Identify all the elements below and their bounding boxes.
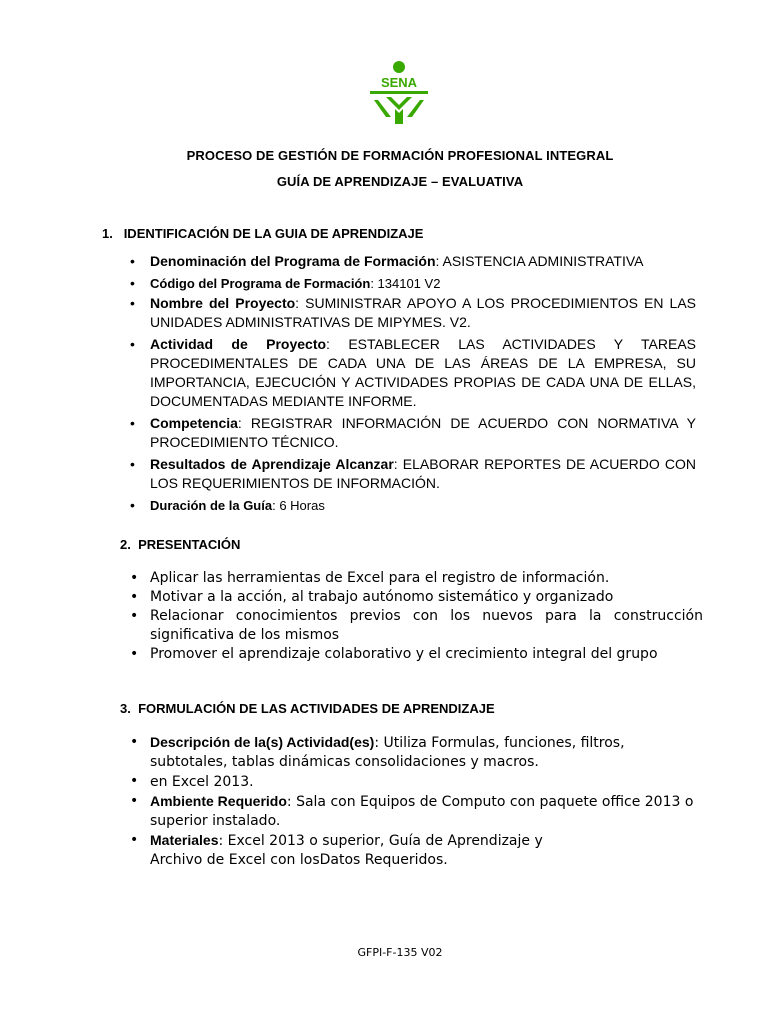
section2-title: PRESENTACIÓN [138, 537, 241, 552]
bullet-icon: • [130, 456, 135, 472]
list-item: • en Excel 2013. [130, 773, 254, 790]
sena-logo-graphic [366, 60, 432, 124]
list-item: • Código del Programa de Formación: 134101 V2 [130, 275, 441, 291]
list-item: • Relacionar conocimientos previos con los nuevos para la construcción significativa de los mismos [130, 608, 703, 643]
list-item: • Actividad de Proyecto: ESTABLECER LAS ACTIVIDADES Y TAREAS PROCEDIMENTALES DE CADA UNA DE LAS ÁREAS DE LA EMPRESA, SU IMPORTANCIA, EJECUCIÓN Y ACTIVIDADES PROPIAS DE CADA UNA DE ELLAS, DOCUMENTADAS MEDIANTE INFORME. [130, 336, 697, 409]
footer-code: GFPI-F-135 V02 [357, 946, 443, 959]
list-item: • Motivar a la acción, al trabajo autónomo sistemático y organizado [130, 589, 614, 605]
section1-heading [102, 226, 423, 241]
section1-title: IDENTIFICACIÓN DE LA GUIA DE APRENDIZAJE [123, 226, 424, 241]
list-item-continuation: Archivo de Excel con losDatos Requeridos. [150, 852, 448, 868]
bullet-icon: • [130, 773, 139, 789]
section2-number: 2. [120, 537, 131, 552]
bullet-icon: • [130, 646, 139, 662]
sena-logo-text: SENA [380, 75, 418, 90]
bullet-icon: • [130, 253, 135, 269]
list-item: • Competencia: REGISTRAR INFORMACIÓN DE ACUERDO CON NORMATIVA Y PROCEDIMIENTO TÉCNICO. [130, 415, 696, 450]
bullet-icon: • [130, 832, 139, 848]
bullet-icon: • [130, 497, 135, 513]
section3-number: 3. [120, 701, 131, 716]
list-item: • Descripción de la(s) Actividad(es): Utiliza Formulas, funciones, filtros, subtotales, tablas dinámicas consolidaciones y macros. [130, 734, 625, 770]
section1-number: 1. [102, 226, 113, 241]
bullet-icon: • [130, 608, 139, 624]
list-item: • Resultados de Aprendizaje Alcanzar: ELABORAR REPORTES DE ACUERDO CON LOS REQUERIMIENTOS DE INFORMACIÓN. [130, 456, 697, 491]
list-item: • Materiales: Excel 2013 o superior, Guía de Aprendizaje y [130, 832, 543, 849]
list-item: • Denominación del Programa de Formación: ASISTENCIA ADMINISTRATIVA [130, 253, 644, 269]
section2-list [130, 569, 703, 664]
section1-list [130, 252, 697, 516]
bullet-icon: • [130, 589, 139, 605]
list-item: • Ambiente Requerido: Sala con Equipos de Computo con paquete office 2013 o superior instalado. [130, 793, 694, 829]
section3-list [130, 733, 705, 870]
bullet-icon: • [130, 793, 139, 809]
list-item: • Nombre del Proyecto: SUMINISTRAR APOYO A LOS PROCEDIMIENTOS EN LAS UNIDADES ADMINISTRATIVAS DE MIPYMES. V2. [130, 295, 696, 330]
section2-heading [120, 537, 240, 552]
process-title: PROCESO DE GESTIÓN DE FORMACIÓN PROFESIONAL INTEGRAL [186, 148, 614, 163]
bullet-icon: • [130, 570, 139, 586]
section3-title: FORMULACIÓN DE LAS ACTIVIDADES DE APRENDIZAJE [138, 701, 495, 716]
bullet-icon: • [130, 336, 135, 352]
list-item: • Duración de la Guía: 6 Horas [130, 497, 325, 513]
bullet-icon: • [130, 415, 135, 431]
section3-heading [120, 701, 495, 716]
list-item: • Promover el aprendizaje colaborativo y el crecimiento integral del grupo [130, 646, 658, 662]
bullet-icon: • [130, 275, 135, 291]
list-item: • Aplicar las herramientas de Excel para el registro de información. [130, 570, 610, 586]
guide-title: GUÍA DE APRENDIZAJE – EVALUATIVA [276, 174, 524, 189]
sena-logo [366, 60, 432, 124]
bullet-icon: • [130, 734, 139, 750]
bullet-icon: • [130, 295, 135, 311]
